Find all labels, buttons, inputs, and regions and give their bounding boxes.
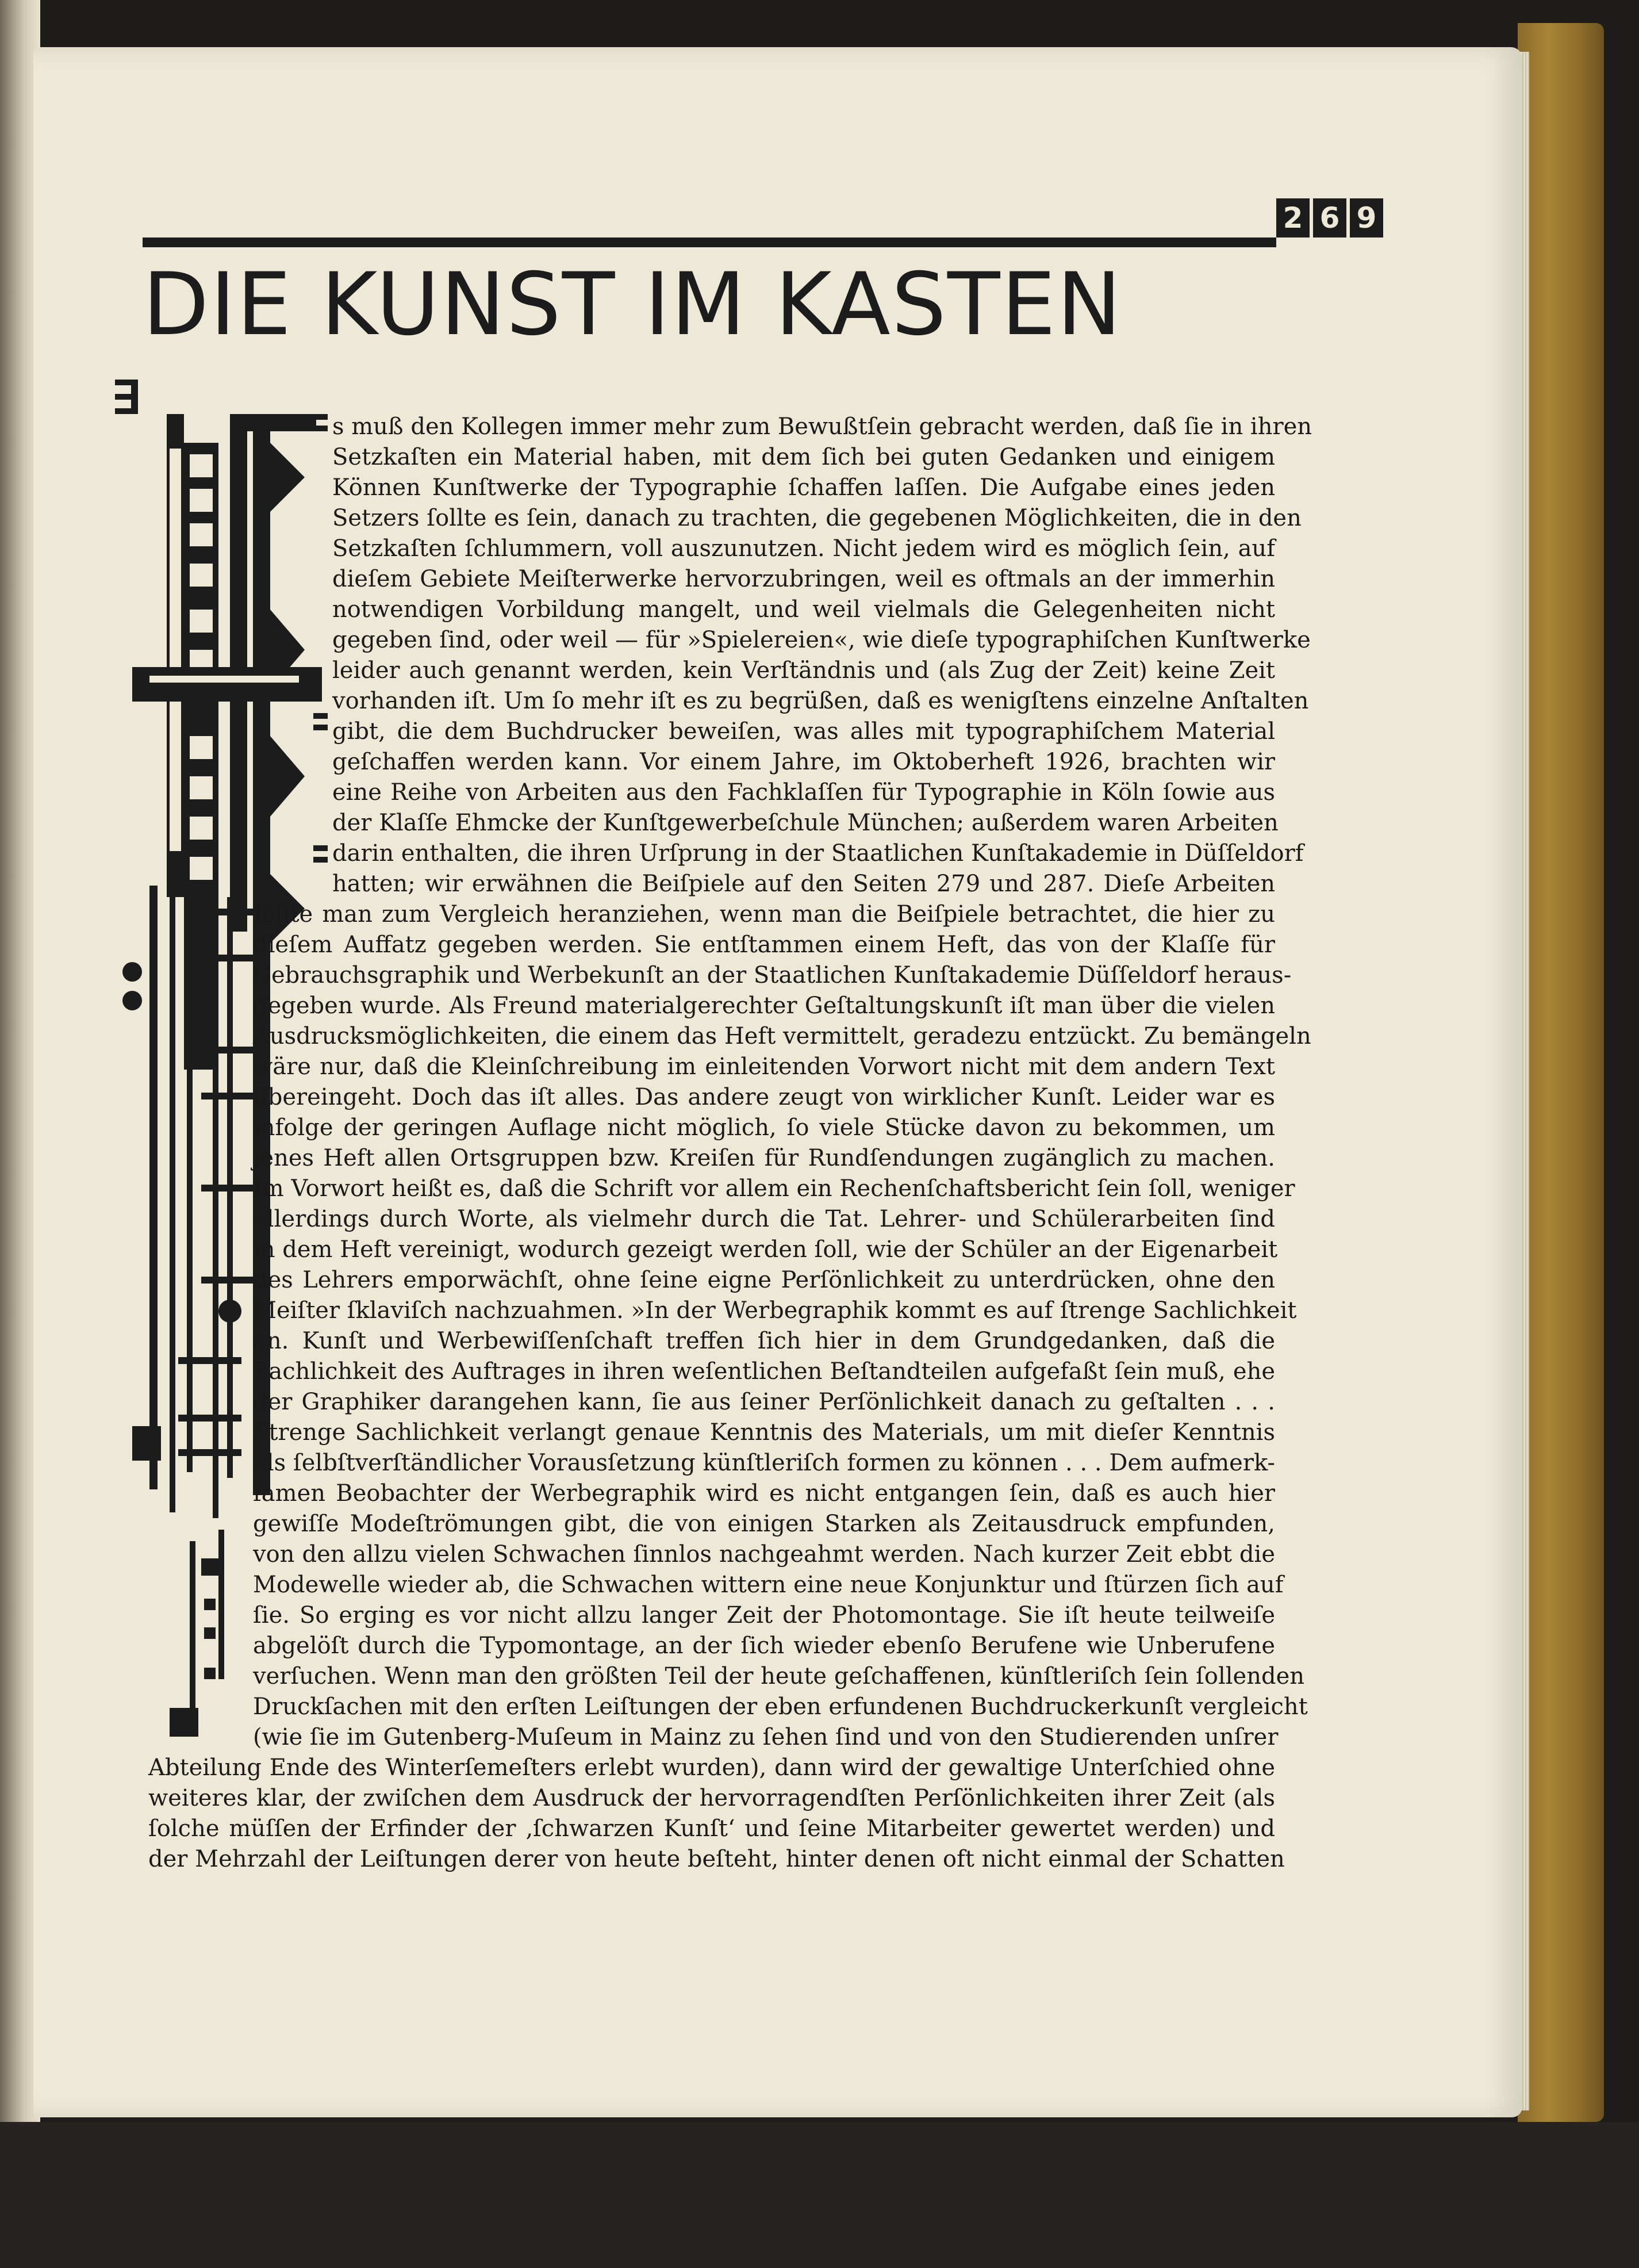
text-line: der Klaſſe Ehmcke der Kunſtgewerbeſchule München; außerdem waren Arbeiten: [332, 810, 1279, 836]
text-line: jenes Heft allen Ortsgruppen bzw. Kreiſen für Rundſendungen zugänglich zu machen.: [253, 1145, 1275, 1171]
text-line: (wie ſie im Gutenberg-Muſeum in Mainz zu ſehen ſind und von den Studierenden unſrer: [253, 1724, 1279, 1750]
text-line: Sachlichkeit des Auftrages in ihren weſentlichen Beſtandteilen aufgefaßt ſein muß, ehe: [253, 1358, 1275, 1385]
text-line: darin enthalten, die ihren Urſprung in der Staatlichen Kunſtakademie in Düſſeldorf: [332, 840, 1304, 867]
text-line: als ſelbſtverſtändlicher Vorausſetzung künſtleriſch formen zu können . . . Dem aufmerk-: [253, 1450, 1275, 1476]
text-line: gegeben ſind, oder weil — für »Spielereien«, wie dieſe typographiſchen Kunſtwerke: [332, 627, 1311, 653]
book-binding: [1518, 23, 1604, 2122]
text-line: notwendigen Vorbildung mangelt, und weil vielmals die Gelegenheiten nicht: [332, 596, 1275, 623]
text-line: gewiſſe Modeſtrömungen gibt, die von einigen Starken als Zeitausdruck empfunden,: [253, 1511, 1275, 1537]
text-line: Setzkaſten ein Material haben, mit dem ſich bei guten Gedanken und einigem: [332, 444, 1275, 470]
text-line: Setzers ſollte es ſein, danach zu trachten, die gegebenen Möglichkeiten, die in den: [332, 505, 1302, 531]
text-line: ſolche müſſen der Erfinder der ‚ſchwarzen Kunſt‘ und ſeine Mitarbeiter gewertet werden) und: [148, 1815, 1275, 1842]
text-line: abgelöſt durch die Typomontage, an der ſich wieder ebenſo Berufene wie Unberufene: [253, 1633, 1275, 1659]
text-line: leider auch genannt werden, kein Verſtändnis und (als Zug der Zeit) keine Zeit: [332, 657, 1275, 684]
text-line: Druckſachen mit den erſten Leiſtungen der eben erfundenen Buchdruckerkunſt vergleicht: [253, 1694, 1308, 1720]
text-line: des Lehrers emporwächſt, ohne ſeine eigne Perſönlichkeit zu unterdrücken, ohne den: [253, 1267, 1275, 1293]
text-line: übereingeht. Doch das iſt alles. Das andere zeugt von wirklicher Kunſt. Leider war es: [253, 1084, 1275, 1110]
text-line: von den allzu vielen Schwachen ſinnlos nachgeahmt werden. Nach kurzer Zeit ebbt die: [253, 1541, 1275, 1568]
text-line: vorhanden iſt. Um ſo mehr iſt es zu begrüßen, daß es wenigſtens einzelne Anſtalten: [332, 688, 1309, 714]
text-line: ſamen Beobachter der Werbegraphik wird es nicht entgangen ſein, daß es auch hier: [253, 1480, 1275, 1507]
text-line: wäre nur, daß die Kleinſchreibung im einleitenden Vorwort nicht mit dem andern Text: [253, 1053, 1275, 1080]
text-line: dieſem Gebiete Meiſterwerke hervorzubringen, weil es oftmals an der immerhin: [332, 566, 1275, 592]
page-number: [1276, 198, 1383, 237]
text-line: Abteilung Ende des Winterſemeſters erlebt wurden), dann wird der gewaltige Unterſchied ohne: [148, 1754, 1275, 1781]
page-number-digit: 9: [1350, 198, 1383, 237]
heading-rule: [143, 237, 1276, 247]
text-line: weiteres klar, der zwiſchen dem Ausdruck der hervorragendſten Perſönlichkeiten ihrer Zeit (als: [148, 1785, 1275, 1811]
text-line: Meiſter ſklaviſch nachzuahmen. »In der Werbegraphik kommt es auf ſtrenge Sachlichkeit: [253, 1297, 1297, 1324]
article-title: DIE KUNST IM KASTEN: [143, 255, 1123, 355]
text-line: gibt, die dem Buchdrucker beweiſen, was alles mit typographiſchem Material: [332, 718, 1275, 745]
text-line: in dem Heft vereinigt, wodurch gezeigt werden ſoll, wie der Schüler an der Eigenarbeit: [253, 1236, 1278, 1263]
text-line: Ausdrucksmöglichkeiten, die einem das Heft vermittelt, geradezu entzückt. Zu bemängeln: [253, 1023, 1311, 1049]
text-line: Im Vorwort heißt es, daß die Schrift vor allem ein Rechenſchaftsbericht ſein ſoll, weniger: [253, 1175, 1295, 1202]
text-line: ſollte man zum Vergleich heranziehen, wenn man die Beiſpiele betrachtet, die hier zu: [253, 901, 1275, 928]
text-line: dieſem Auffatz gegeben werden. Sie entſtammen einem Heft, das von der Klaſſe für: [253, 932, 1275, 958]
page-number-digit: 2: [1276, 198, 1310, 237]
text-line: s muß den Kollegen immer mehr zum Bewußtſein gebracht werden, daß ſie in ihren: [332, 413, 1312, 440]
text-line: Strenge Sachlichkeit verlangt genaue Kenntnis des Materials, um mit dieſer Kenntnis: [253, 1419, 1275, 1446]
text-line: Können Kunſtwerke der Typographie ſchaffen laſſen. Die Aufgabe eines jeden: [332, 474, 1275, 501]
text-line: infolge der geringen Auflage nicht möglich, ſo viele Stücke davon zu bekommen, um: [253, 1114, 1275, 1141]
background-strip: [0, 2122, 1639, 2268]
text-line: Gebrauchsgraphik und Werbekunſt an der Staatlichen Kunſtakademie Düſſeldorf heraus-: [253, 962, 1292, 989]
text-line: eine Reihe von Arbeiten aus den Fachklaſſen für Typographie in Köln ſowie aus: [332, 779, 1275, 806]
text-line: hatten; wir erwähnen die Beiſpiele auf den Seiten 279 und 287. Dieſe Arbeiten: [332, 871, 1275, 897]
text-line: Setzkaſten ſchlummern, voll auszunutzen. Nicht jedem wird es möglich ſein, auf: [332, 535, 1275, 562]
text-line: der Graphiker darangehen kann, ſie aus ſeiner Perſönlichkeit danach zu geſtalten . . .: [253, 1389, 1275, 1415]
text-line: ſie. So erging es vor nicht allzu langer Zeit der Photomontage. Sie iſt heute teilweiſe: [253, 1602, 1275, 1629]
text-line: der Mehrzahl der Leiſtungen derer von heute beſteht, hinter denen oft nicht einmal der Schatten: [148, 1846, 1285, 1872]
page-number-digit: 6: [1313, 198, 1346, 237]
text-line: an. Kunſt und Werbewiſſenſchaft treffen ſich hier in dem Grundgedanken, daß die: [253, 1328, 1275, 1354]
text-line: gegeben wurde. Als Freund materialgerechter Geſtaltungskunſt iſt man über die vielen: [253, 993, 1275, 1019]
text-line: allerdings durch Worte, als vielmehr durch die Tat. Lehrer- und Schülerarbeiten ſind: [253, 1206, 1275, 1232]
text-line: verſuchen. Wenn man den größten Teil der heute geſchaffenen, künſtleriſch ſein ſollenden: [253, 1663, 1305, 1689]
text-line: geſchaffen werden kann. Vor einem Jahre, im Oktoberheft 1926, brachten wir: [332, 749, 1275, 775]
text-line: Modewelle wieder ab, die Schwachen wittern eine neue Konjunktur und ſtürzen ſich auf: [253, 1572, 1284, 1598]
